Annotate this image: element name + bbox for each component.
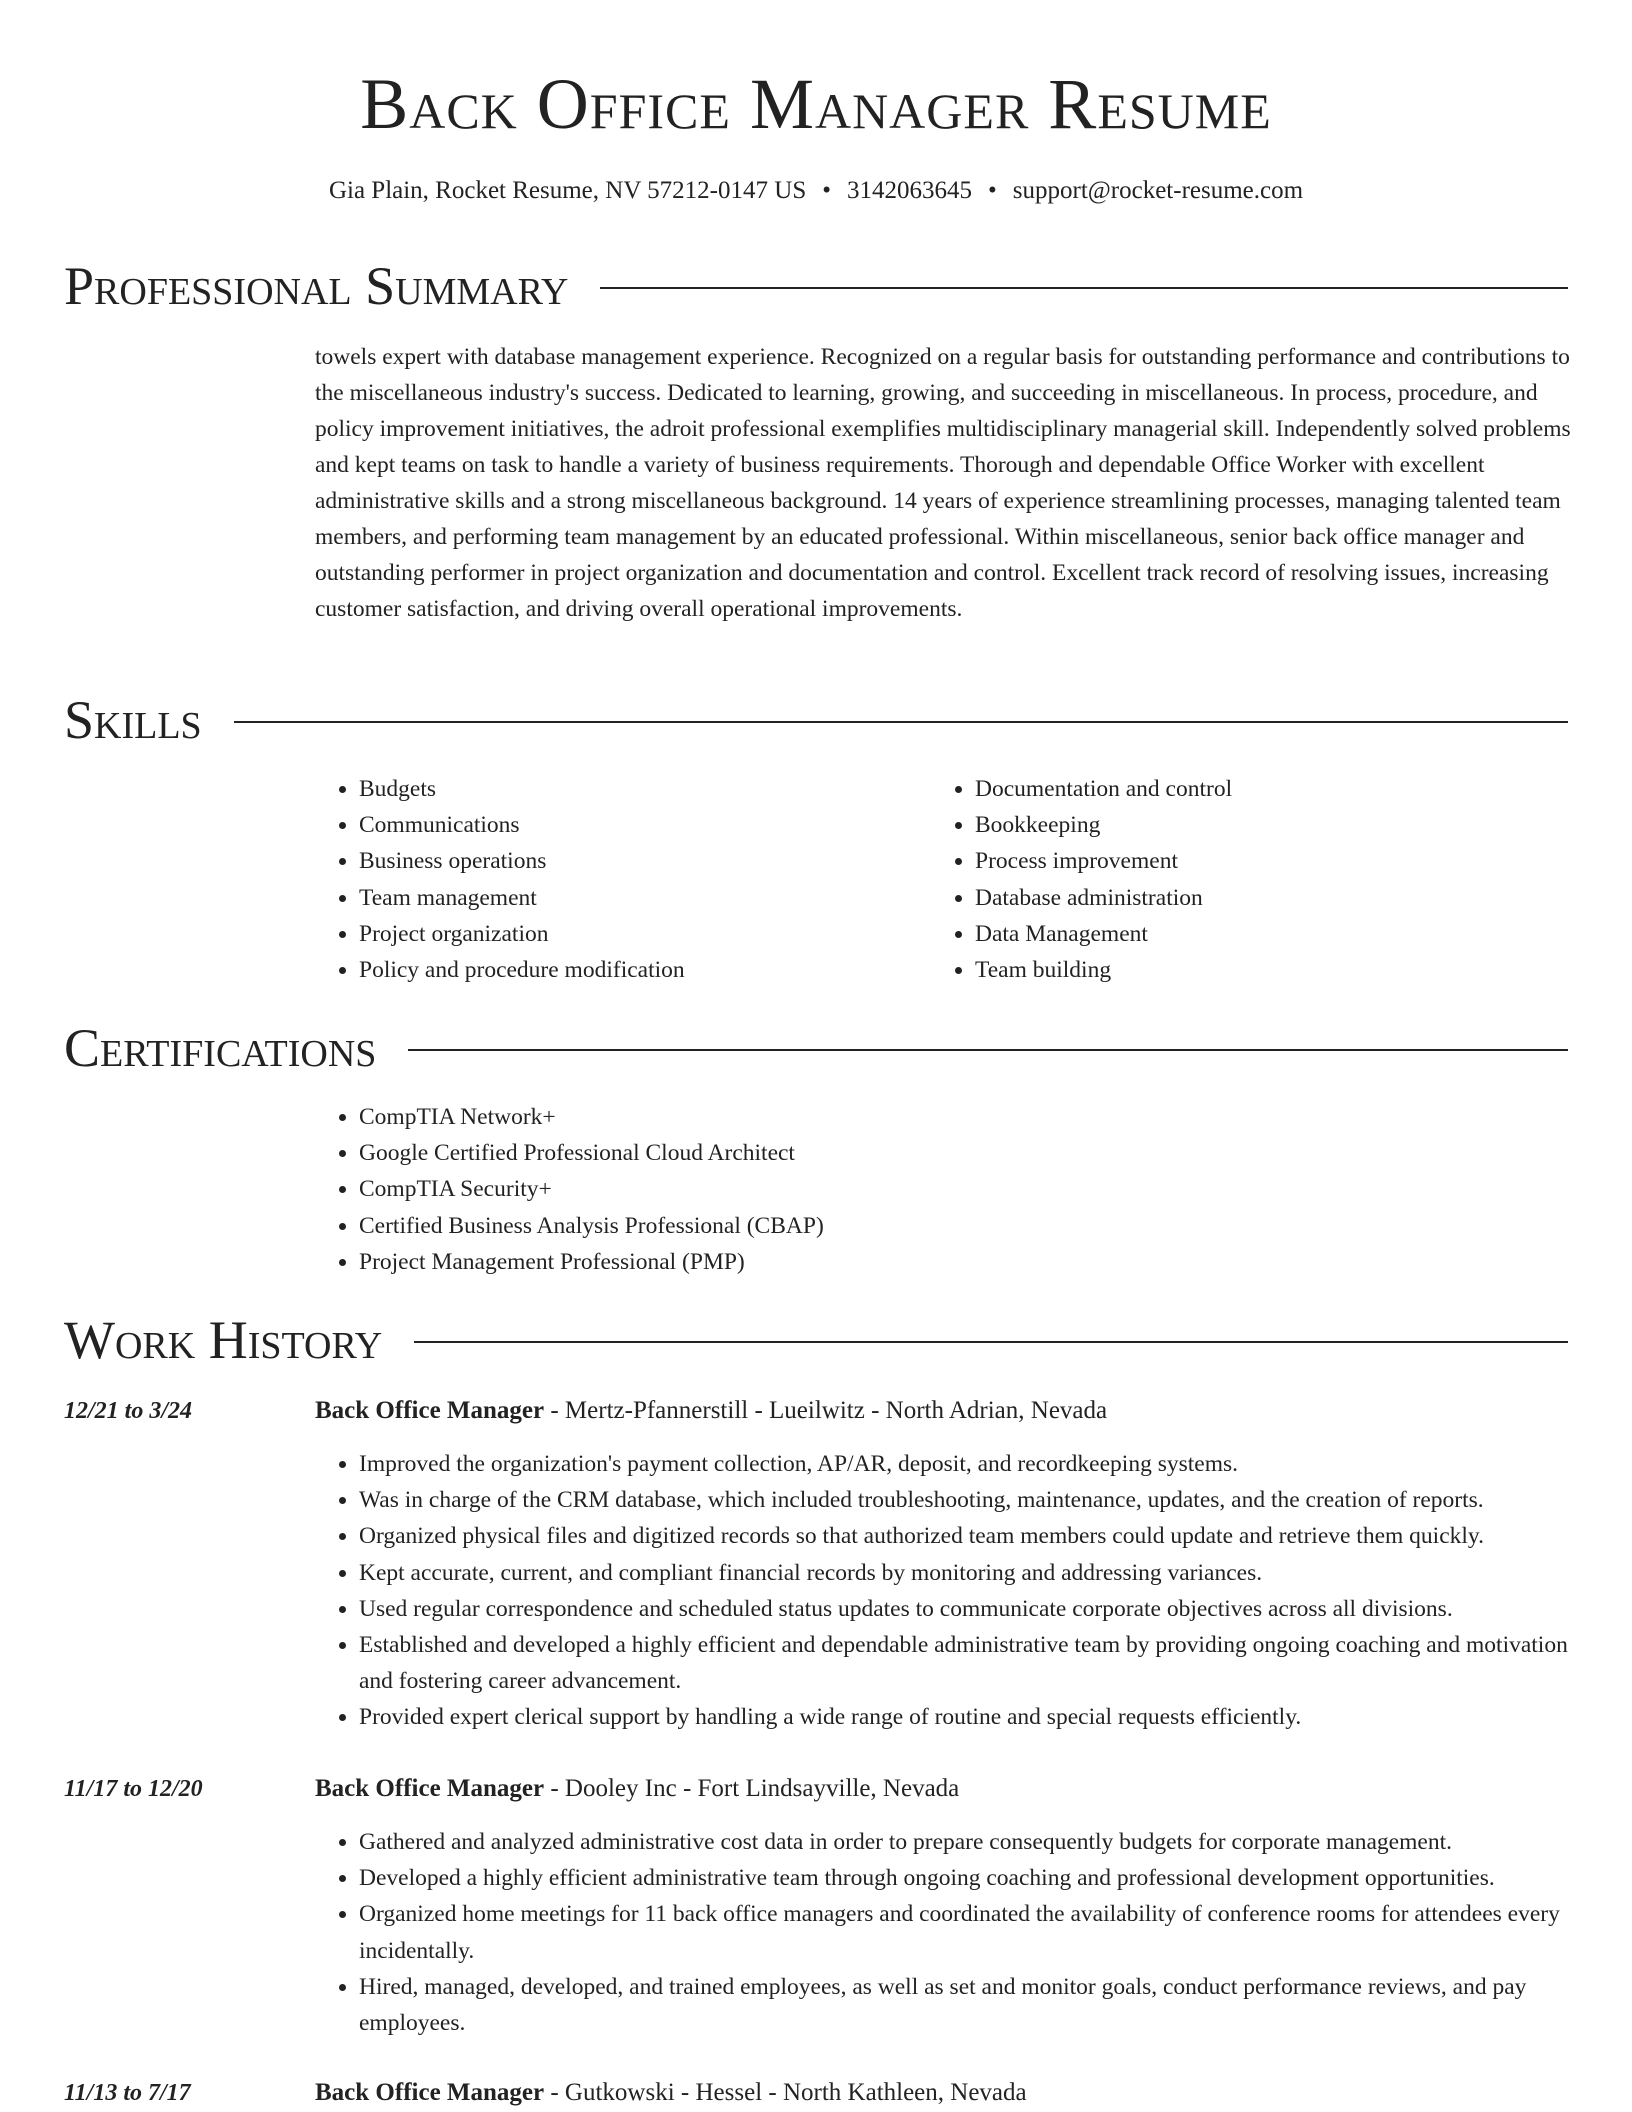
skill-item: • Communications: [359, 807, 875, 843]
certification-item: • Certified Business Analysis Professional (CBAP): [359, 1208, 1515, 1244]
job-bullet: • Kept accurate, current, and compliant financial records by monitoring and addressing variances.: [359, 1555, 1585, 1591]
page-title: Back Office Manager Resume: [360, 64, 1272, 144]
job-bullet: • Provided expert clerical support by handling a wide range of routine and special requests efficiently.: [359, 1699, 1585, 1735]
skill-item: • Data Management: [975, 916, 1531, 952]
job-role: Back Office Manager: [315, 2079, 545, 2106]
job-bullet: • Developed a highly efficient administrative team through ongoing coaching and professional development opportunities.: [359, 1860, 1585, 1896]
skill-item: • Project organization: [359, 916, 875, 952]
skill-item: • Database administration: [975, 880, 1531, 916]
job-bullet: • Organized physical files and digitized records so that authorized team members could update and retrieve them quickly.: [359, 1518, 1585, 1554]
certification-item: • Project Management Professional (PMP): [359, 1244, 1515, 1280]
contact-separator: •: [988, 177, 997, 204]
job-title: [315, 2077, 1027, 2109]
certification-item: • CompTIA Security+: [359, 1171, 1515, 1207]
section-divider: [234, 721, 1568, 723]
section-certifications-heading: [64, 1018, 1568, 1078]
contact-email: support@rocket-resume.com: [1012, 177, 1304, 204]
section-title: Professional Summary: [64, 256, 569, 316]
job-employer: - Mertz-Pfannerstill - Lueilwitz - North Adrian, Nevada: [544, 1397, 1108, 1424]
certifications-list: [315, 1099, 1515, 1280]
summary-text: towels expert with database management experience. Recognized on a regular basis for outstanding performance and contributions to the miscellaneous industry's success. Dedicated to learning, growing, and succeeding in miscellaneous. In process, procedure, and policy improvement initiatives, the adroit professional exemplifies multidisciplinary managerial skill. Independently solved problems and kept teams on task to handle a variety of business requirements. Thorough and dependable Office Worker with excellent administrative skills and a strong miscellaneous background. 14 years of experience streamlining processes, managing talented team members, and performing team management by an educated professional. Within miscellaneous, senior back office manager and outstanding performer in project organization and documentation and control. Excellent track record of resolving issues, increasing customer satisfaction, and driving overall operational improvements.: [315, 344, 1571, 622]
skill-item: • Team building: [975, 952, 1531, 988]
job-bullet: • Gathered and analyzed administrative cost data in order to prepare consequently budgets for corporate management.: [359, 1824, 1585, 1860]
skill-item: • Policy and procedure modification: [359, 952, 875, 988]
job-bullet: • Was in charge of the CRM database, which included troubleshooting, maintenance, updates, and the creation of reports.: [359, 1482, 1585, 1518]
skill-item: • Documentation and control: [975, 771, 1531, 807]
job-bullet: • Improved the organization's payment collection, AP/AR, deposit, and recordkeeping systems.: [359, 1446, 1585, 1482]
job-bullet: • Organized home meetings for 11 back office managers and coordinated the availability of conference rooms for attendees every incidentally.: [359, 1896, 1585, 1968]
job-responsibilities: [315, 1824, 1585, 2041]
job-employer: - Dooley Inc - Fort Lindsayville, Nevada: [544, 1775, 960, 1802]
section-divider: [414, 1341, 1568, 1343]
skill-item: • Budgets: [359, 771, 875, 807]
skill-item: • Process improvement: [975, 843, 1531, 879]
section-work-history-heading: [64, 1310, 1568, 1370]
section-title: Skills: [64, 690, 202, 750]
job-title: [315, 1395, 1107, 1427]
contact-address: Gia Plain, Rocket Resume, NV 57212-0147 US: [328, 177, 807, 204]
contact-separator: •: [822, 177, 831, 204]
job-bullet: • Hired, managed, developed, and trained employees, as well as set and monitor goals, conduct performance reviews, and pay employees.: [359, 1969, 1585, 2041]
section-skills-heading: [64, 690, 1568, 750]
job-dates: 11/17 to 12/20: [64, 1776, 203, 1802]
job-role: Back Office Manager: [315, 1775, 545, 1802]
section-title: Work History: [64, 1310, 383, 1370]
section-divider: [408, 1049, 1568, 1051]
job-responsibilities: [315, 1446, 1585, 1736]
section-summary-heading: [64, 256, 1568, 316]
skill-item: • Bookkeeping: [975, 807, 1531, 843]
contact-line: [0, 176, 1632, 206]
job-bullet: • Established and developed a highly efficient and dependable administrative team by providing ongoing coaching and motivation and fostering career advancement.: [359, 1627, 1585, 1699]
job-dates: 12/21 to 3/24: [64, 1398, 193, 1424]
section-title: Certifications: [64, 1018, 377, 1078]
job-dates: 11/13 to 7/17: [64, 2080, 191, 2106]
job-bullet: • Used regular correspondence and scheduled status updates to communicate corporate objectives across all divisions.: [359, 1591, 1585, 1627]
job-title: [315, 1773, 959, 1805]
job-employer: - Gutkowski - Hessel - North Kathleen, Nevada: [544, 2079, 1027, 2106]
job-role: Back Office Manager: [315, 1397, 545, 1424]
contact-phone: 3142063645: [847, 177, 972, 204]
certification-item: • Google Certified Professional Cloud Architect: [359, 1135, 1515, 1171]
skills-column-right: [931, 771, 1531, 988]
certification-item: • CompTIA Network+: [359, 1099, 1515, 1135]
skill-item: • Team management: [359, 880, 875, 916]
section-divider: [600, 287, 1568, 289]
skills-column-left: [315, 771, 875, 988]
skill-item: • Business operations: [359, 843, 875, 879]
